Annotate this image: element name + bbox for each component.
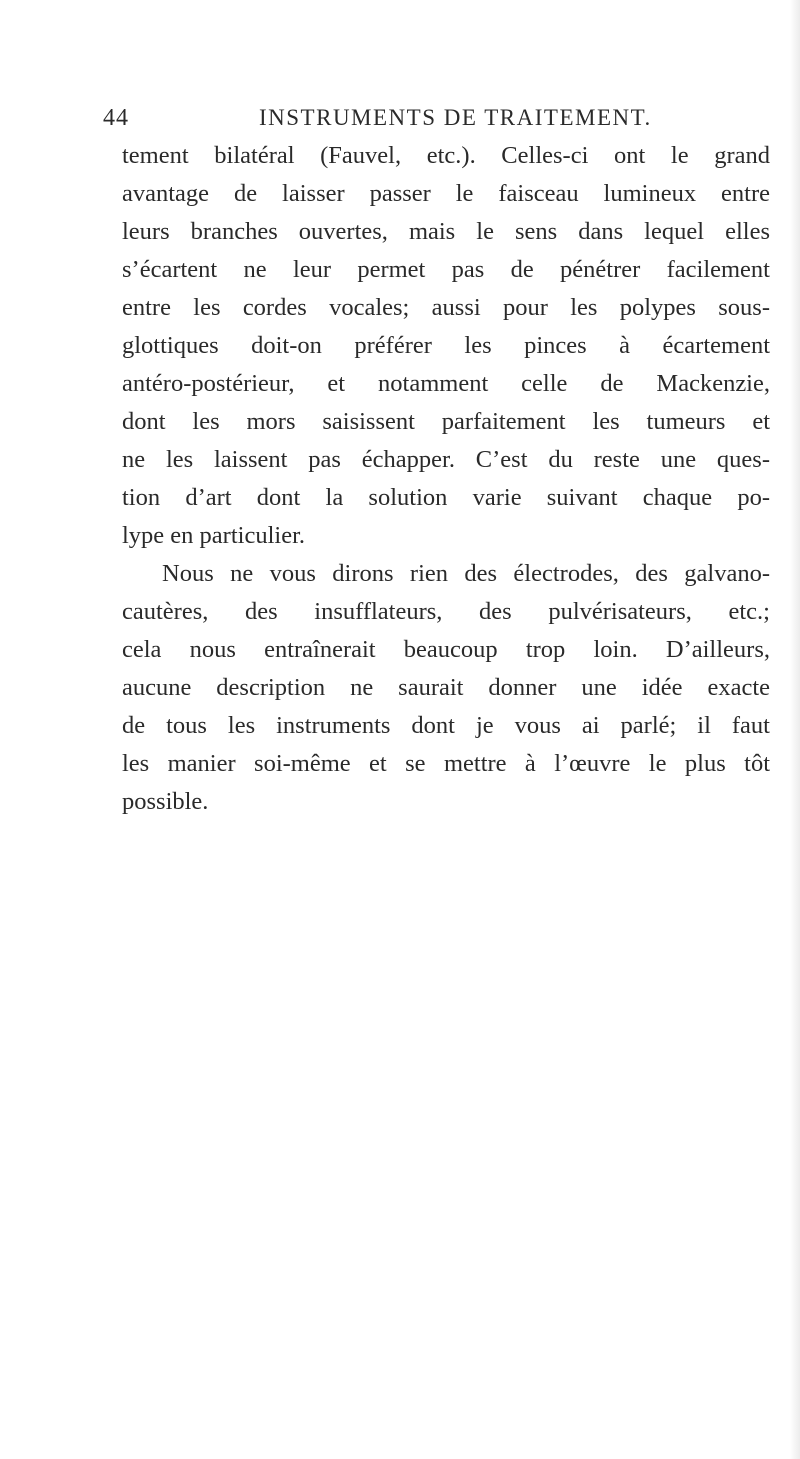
text-line: les manier soi-même et se mettre à l’œuvre le plus tôt [122, 750, 770, 777]
paragraph-start-line: Nous ne vous dirons rien des électrodes, des galvano- [162, 560, 770, 587]
text-line: glottiques doit-on préférer les pinces à écartement [122, 332, 770, 359]
running-head: INSTRUMENTS DE TRAITEMENT. [259, 105, 652, 130]
page-header [103, 103, 770, 137]
text-line: tement bilatéral (Fauvel, etc.). Celles-ci ont le grand [122, 142, 770, 169]
text-line: tion d’art dont la solution varie suivant chaque po- [122, 484, 770, 511]
text-line: cela nous entraînerait beaucoup trop loin. D’ailleurs, [122, 636, 770, 663]
paragraph-end-line: lype en particulier. [122, 522, 305, 549]
text-line: ne les laissent pas échapper. C’est du reste une ques- [122, 446, 770, 473]
text-line: antéro-postérieur, et notamment celle de Mackenzie, [122, 370, 770, 397]
body-text [122, 137, 770, 821]
text-line: s’écartent ne leur permet pas de pénétrer facilement [122, 256, 770, 283]
text-line: aucune description ne saurait donner une idée exacte [122, 674, 770, 701]
text-line: avantage de laisser passer le faisceau lumineux entre [122, 180, 770, 207]
page-number: 44 [103, 105, 129, 131]
text-line: cautères, des insufflateurs, des pulvérisateurs, etc.; [122, 598, 770, 625]
text-line: de tous les instruments dont je vous ai parlé; il faut [122, 712, 770, 739]
text-line: leurs branches ouvertes, mais le sens dans lequel elles [122, 218, 770, 245]
text-line: entre les cordes vocales; aussi pour les polypes sous- [122, 294, 770, 321]
page-edge-shadow [790, 0, 800, 1459]
paragraph-end-line: possible. [122, 788, 209, 815]
text-line: dont les mors saisissent parfaitement les tumeurs et [122, 408, 770, 435]
